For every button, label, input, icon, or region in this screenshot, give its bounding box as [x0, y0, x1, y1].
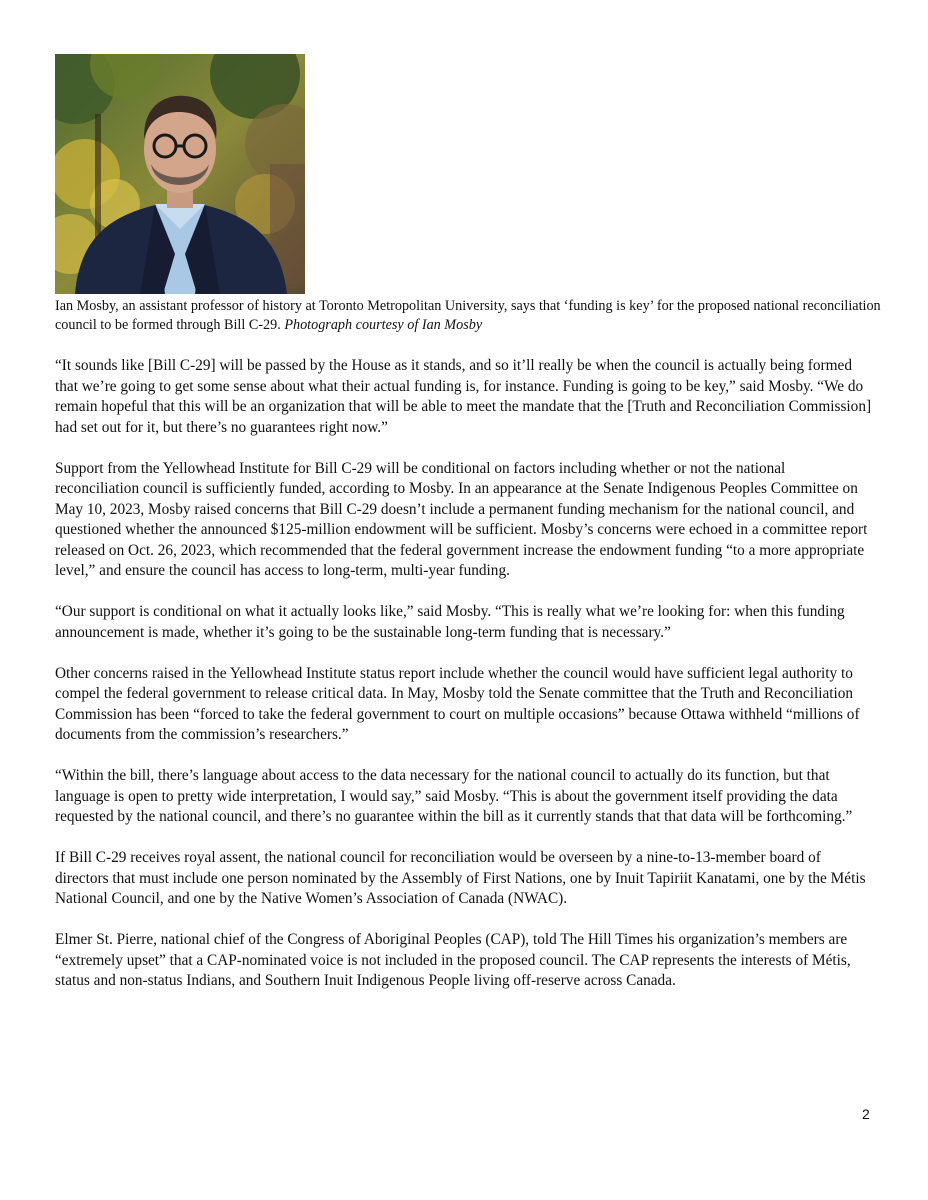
paragraph: “Our support is conditional on what it actually looks like,” said Mosby. “This is really what we’re looking for: when this funding announcement is made, whether it’s going to be the sustainable long-term funding that is necessary.”	[55, 603, 845, 641]
paragraph: Elmer St. Pierre, national chief of the Congress of Aboriginal Peoples (CAP), told The Hill Times his organization’s members are “extremely upset” that a CAP-nominated voice is not included in the proposed council. The CAP represents the interests of Métis, status and non-status Indians, and Southern Inuit Indigenous People living off-reserve across Canada.	[55, 931, 851, 989]
caption-text: Ian Mosby, an assistant professor of history at Toronto Metropolitan University, says that ‘funding is key’ for the proposed national reconciliation council to be formed through Bill C-29.	[55, 298, 881, 333]
paragraph: “It sounds like [Bill C-29] will be passed by the House as it stands, and so it’ll really be when the council is actually being formed that we’re going to get some sense about what their actual funding is, for instance. Funding is going to be key,” said Mosby. “We do remain hopeful that this will be an organization that will be able to meet the mandate that the [Truth and Reconciliation Commission] had set out for it, but there’s no guarantees right now.”	[55, 357, 872, 436]
paragraph: Other concerns raised in the Yellowhead Institute status report include whether the council would have sufficient legal authority to compel the federal government to release critical data. In May, Mosby told the Senate committee that the Truth and Reconciliation Commission has been “forced to take the federal government to court on multiple occasions” because Ottawa withheld “millions of documents from the commission’s researchers.”	[55, 664, 860, 743]
paragraph: Support from the Yellowhead Institute for Bill C-29 will be conditional on factors including whether or not the national reconciliation council is sufficiently funded, according to Mosby. In an appearance at the Senate Indigenous Peoples Committee on May 10, 2023, Mosby raised concerns that Bill C-29 doesn’t include a permanent funding mechanism for the national council, and questioned whether the announced $125-million endowment will be sufficient. Mosby’s concerns were echoed in a committee report released on Oct. 26, 2023, which recommended that the federal government increase the endowment funding “to a more appropriate level,” and ensure the council has access to long-term, multi-year funding.	[55, 459, 868, 579]
page-number: 2	[862, 1106, 870, 1122]
paragraph: “Within the bill, there’s language about access to the data necessary for the national council to actually do its function, but that language is open to pretty wide interpretation, I would say,” said Mosby. “This is about the government itself providing the data requested by the national council, and there’s no guarantee within the bill as it currently stands that that data will be forthcoming.”	[55, 767, 853, 825]
photo-caption	[55, 297, 885, 335]
portrait-photo	[55, 54, 305, 294]
paragraph: If Bill C-29 receives royal assent, the national council for reconciliation would be overseen by a nine-to-13-member board of directors that must include one person nominated by the Assembly of First Nations, one by Inuit Tapiriit Kanatami, one by the Métis National Council, and one by the Native Women’s Association of Canada (NWAC).	[55, 849, 866, 907]
article-body	[55, 356, 873, 1012]
photo-credit: Photograph courtesy of Ian Mosby	[284, 317, 483, 333]
